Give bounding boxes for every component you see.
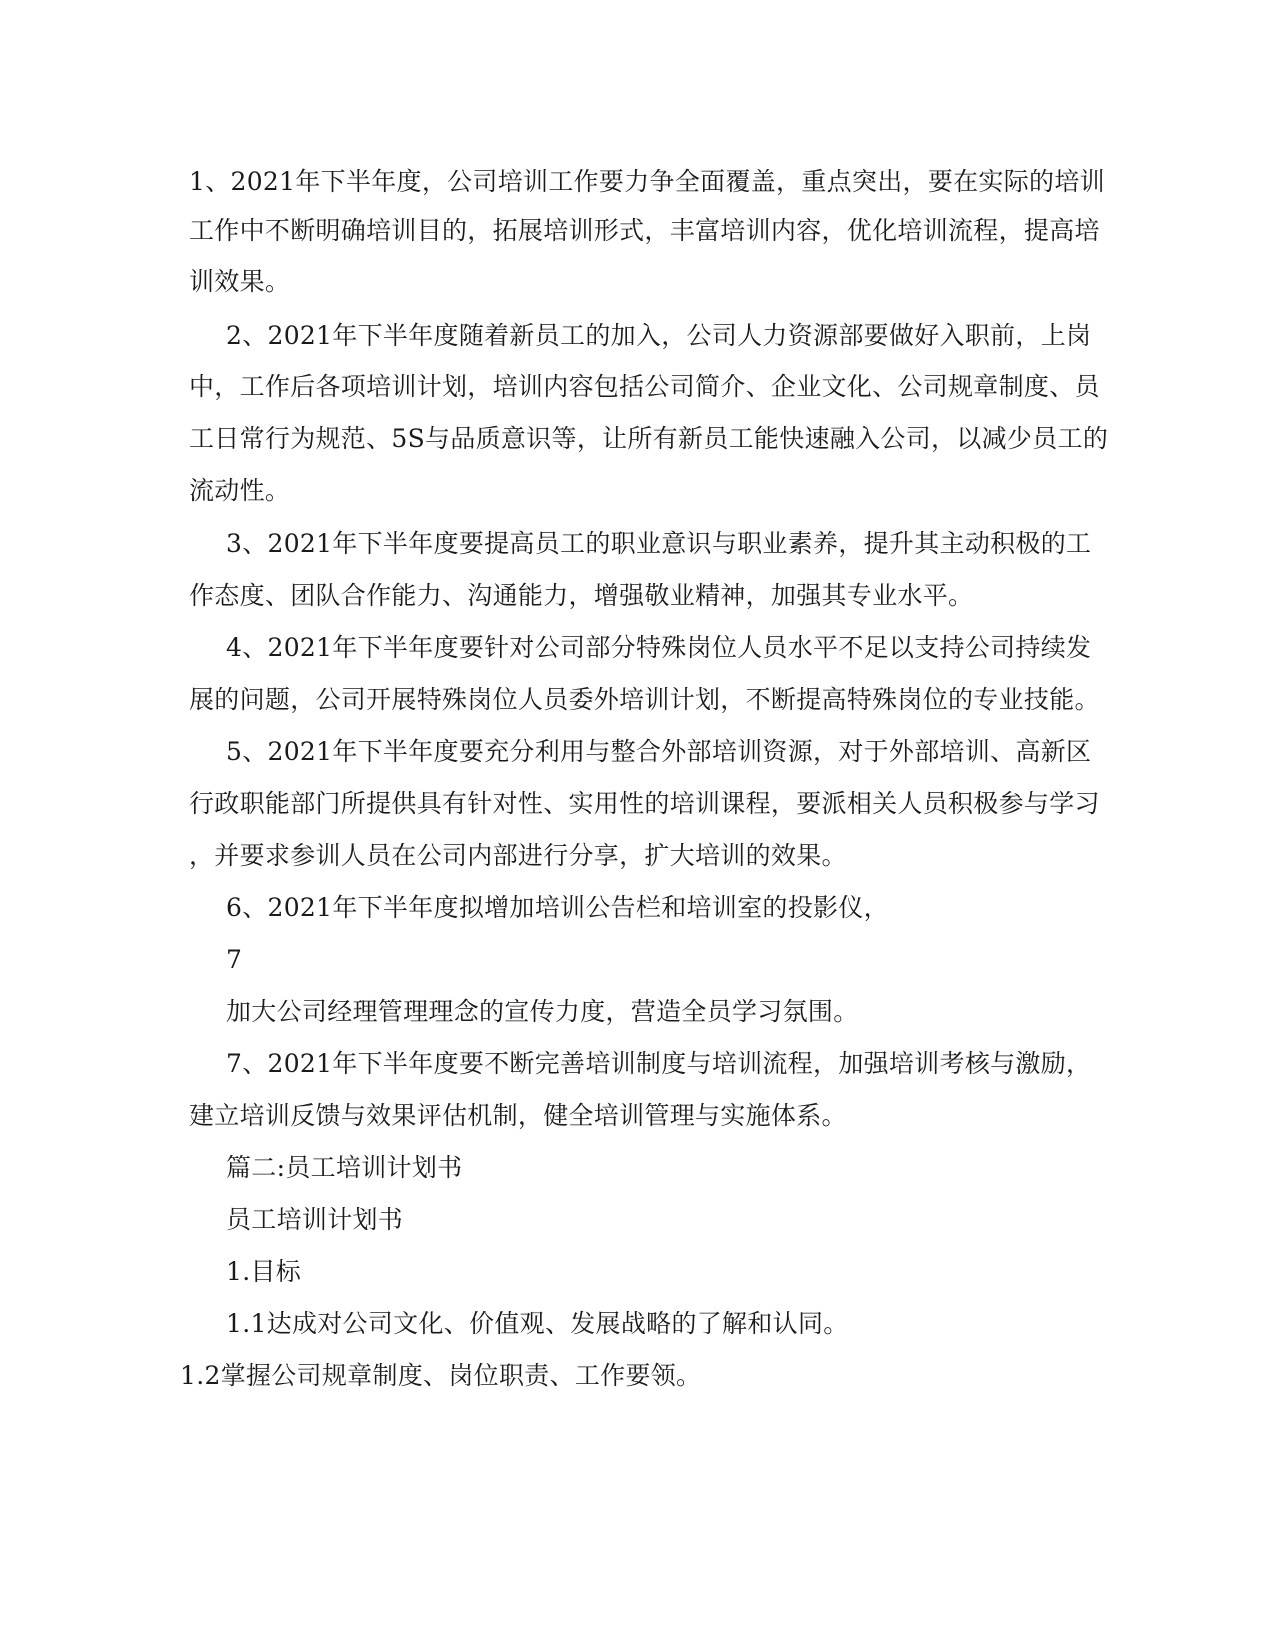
text-line-5: 中，工作后各项培训计划，培训内容包括公司简介、企业文化、公司规章制度、员 — [189, 372, 1100, 401]
text-line-9: 作态度、团队合作能力、沟通能力，增强敬业精神，加强其专业水平。 — [189, 581, 974, 610]
text-line-16: 7 — [226, 945, 243, 974]
text-line-15: 6、2021年下半年度拟增加培训公告栏和培训室的投影仪， — [226, 893, 889, 922]
text-line-13: 行政职能部门所提供具有针对性、实用性的培训课程，要派相关人员积极参与学习 — [189, 789, 1100, 818]
text-line-1: 1、2021年下半年度，公司培训工作要力争全面覆盖，重点突出，要在实际的培训 — [189, 167, 1105, 196]
text-line-12: 5、2021年下半年度要充分利用与整合外部培训资源，对于外部培训、高新区 — [226, 737, 1092, 766]
section-title: 篇二:员工培训计划书 — [226, 1153, 463, 1182]
text-line-7: 流动性。 — [189, 476, 291, 505]
goal-item-1-2: 1.2掌握公司规章制度、岗位职责、工作要领。 — [180, 1361, 702, 1390]
text-line-14: ，并要求参训人员在公司内部进行分享，扩大培训的效果。 — [189, 841, 847, 870]
document-title: 员工培训计划书 — [226, 1205, 404, 1234]
text-line-10: 4、2021年下半年度要针对公司部分特殊岗位人员水平不足以支持公司持续发 — [226, 633, 1092, 662]
text-line-19: 建立培训反馈与效果评估机制，健全培训管理与实施体系。 — [189, 1101, 847, 1130]
text-line-11: 展的问题，公司开展特殊岗位人员委外培训计划，不断提高特殊岗位的专业技能。 — [189, 685, 1100, 714]
text-line-3: 训效果。 — [189, 267, 291, 296]
text-line-2: 工作中不断明确培训目的，拓展培训形式，丰富培训内容，优化培训流程，提高培 — [189, 216, 1100, 245]
text-line-8: 3、2021年下半年度要提高员工的职业意识与职业素养，提升其主动积极的工 — [226, 529, 1092, 558]
heading-goals: 1.目标 — [226, 1257, 302, 1286]
text-line-4: 2、2021年下半年度随着新员工的加入，公司人力资源部要做好入职前，上岗 — [226, 321, 1092, 350]
text-line-17: 加大公司经理管理理念的宣传力度，营造全员学习氛围。 — [226, 997, 859, 1026]
text-line-6: 工日常行为规范、5S与品质意识等，让所有新员工能快速融入公司，以减少员工的 — [189, 424, 1109, 453]
goal-item-1-1: 1.1达成对公司文化、价值观、发展战略的了解和认同。 — [226, 1309, 849, 1338]
text-line-18: 7、2021年下半年度要不断完善培训制度与培训流程，加强培训考核与激励， — [226, 1049, 1092, 1078]
